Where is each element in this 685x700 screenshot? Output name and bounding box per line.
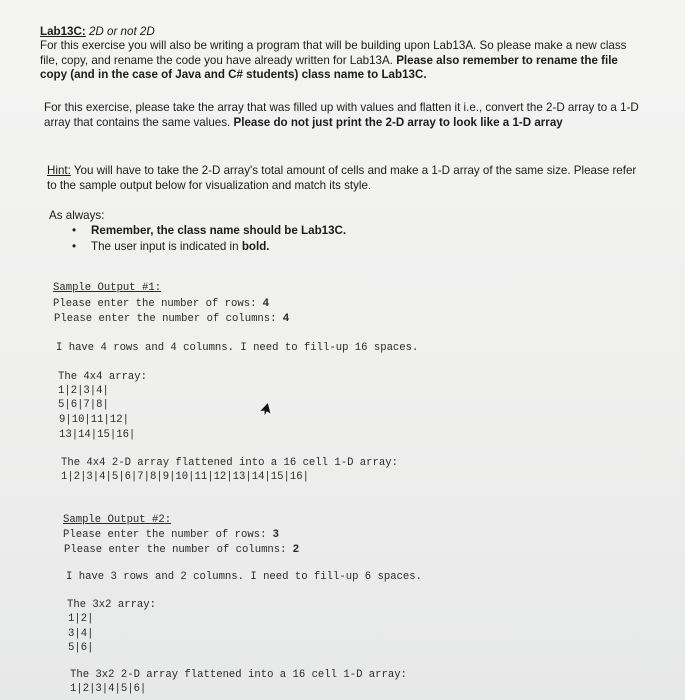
sample1-array-row: 5|6|7|8| [58, 399, 109, 411]
sample1-array-row: 1|2|3|4| [58, 385, 109, 397]
sample1-title: Sample Output #1: [53, 282, 162, 294]
reminder-list [72, 224, 492, 256]
lab-title: Lab13C: [40, 25, 86, 38]
task-text: For this exercise, please take the array that was filled up with values and flatten it i.e., convert the 2-D array to a 1-D array that contains the same values. [44, 101, 639, 129]
intro-text: For this exercise you will also be writing a program that will be building upon Lab13A. So please make a new class file, copy, and rename the code you have already written for Lab13A. [40, 39, 627, 67]
sample2-array-title: The 3x2 array: [67, 599, 157, 611]
sample2-flat-title: The 3x2 2-D array flattened into a 16 cell 1-D array: [70, 669, 407, 681]
sample2-rows-prompt: Please enter the number of rows: [63, 529, 273, 541]
sample2-array-row: 5|6| [68, 642, 94, 654]
bullet-icon: • [72, 224, 77, 237]
sample2-flat-values: 1|2|3|4|5|6| [70, 683, 147, 695]
sample1-rows-input: 4 [262, 297, 269, 309]
sample2-rows-line [63, 527, 279, 542]
sample1-array-title: The 4x4 array: [58, 371, 148, 383]
sample1-array-row: 13|14|15|16| [59, 429, 136, 441]
task-paragraph [44, 101, 644, 130]
hint-text: You will have to take the 2-D array's total amount of cells and make a 1-D array of the same size. Please refer to the sample output below for visualization and match its style. [47, 164, 637, 192]
reminder-input-text: The user input is indicated in [91, 240, 242, 253]
hint-paragraph [47, 164, 637, 193]
sample2-cols-line [64, 542, 299, 557]
as-always-label: As always: [49, 209, 105, 222]
heading [40, 25, 640, 40]
intro-bold-text: Please also remember to rename the file copy (and in the case of Java and C# students) class name to Lab13C. [40, 53, 618, 82]
sample1-rows-line [53, 296, 269, 311]
task-bold-text: Please do not just print the 2-D array to look like a 1-D array [233, 115, 563, 129]
sample1-summary: I have 4 rows and 4 columns. I need to fill-up 16 spaces. [56, 342, 419, 354]
sample1-cols-prompt: Please enter the number of columns: [54, 313, 283, 325]
sample1-array-row: 9|10|11|12| [59, 414, 129, 426]
sample2-cols-input: 2 [292, 543, 299, 555]
intro-paragraph [40, 39, 640, 83]
sample2-rows-input: 3 [272, 528, 279, 540]
reminder-class-name: Remember, the class name should be Lab13C. [91, 224, 347, 237]
sample1-cols-input: 4 [282, 312, 289, 324]
list-item [72, 240, 492, 256]
sample1-rows-prompt: Please enter the number of rows: [53, 298, 263, 310]
lab-subtitle: 2D or not 2D [88, 25, 155, 38]
sample2-array-row: 3|4| [68, 628, 94, 640]
mouse-pointer-icon [258, 401, 274, 419]
sample2-cols-prompt: Please enter the number of columns: [64, 544, 293, 556]
sample2-title: Sample Output #2: [63, 514, 172, 526]
sample1-flat-title: The 4x4 2-D array flattened into a 16 cell 1-D array: [61, 457, 398, 469]
list-item [72, 224, 492, 240]
sample2-summary: I have 3 rows and 2 columns. I need to fill-up 6 spaces. [66, 571, 423, 583]
reminder-input-bold: bold. [241, 240, 270, 253]
sample1-flat-values: 1|2|3|4|5|6|7|8|9|10|11|12|13|14|15|16| [61, 471, 309, 483]
hint-label: Hint: [47, 164, 71, 177]
sample2-array-row: 1|2| [68, 613, 94, 625]
bullet-icon: • [72, 240, 77, 253]
sample1-cols-line [54, 311, 289, 326]
